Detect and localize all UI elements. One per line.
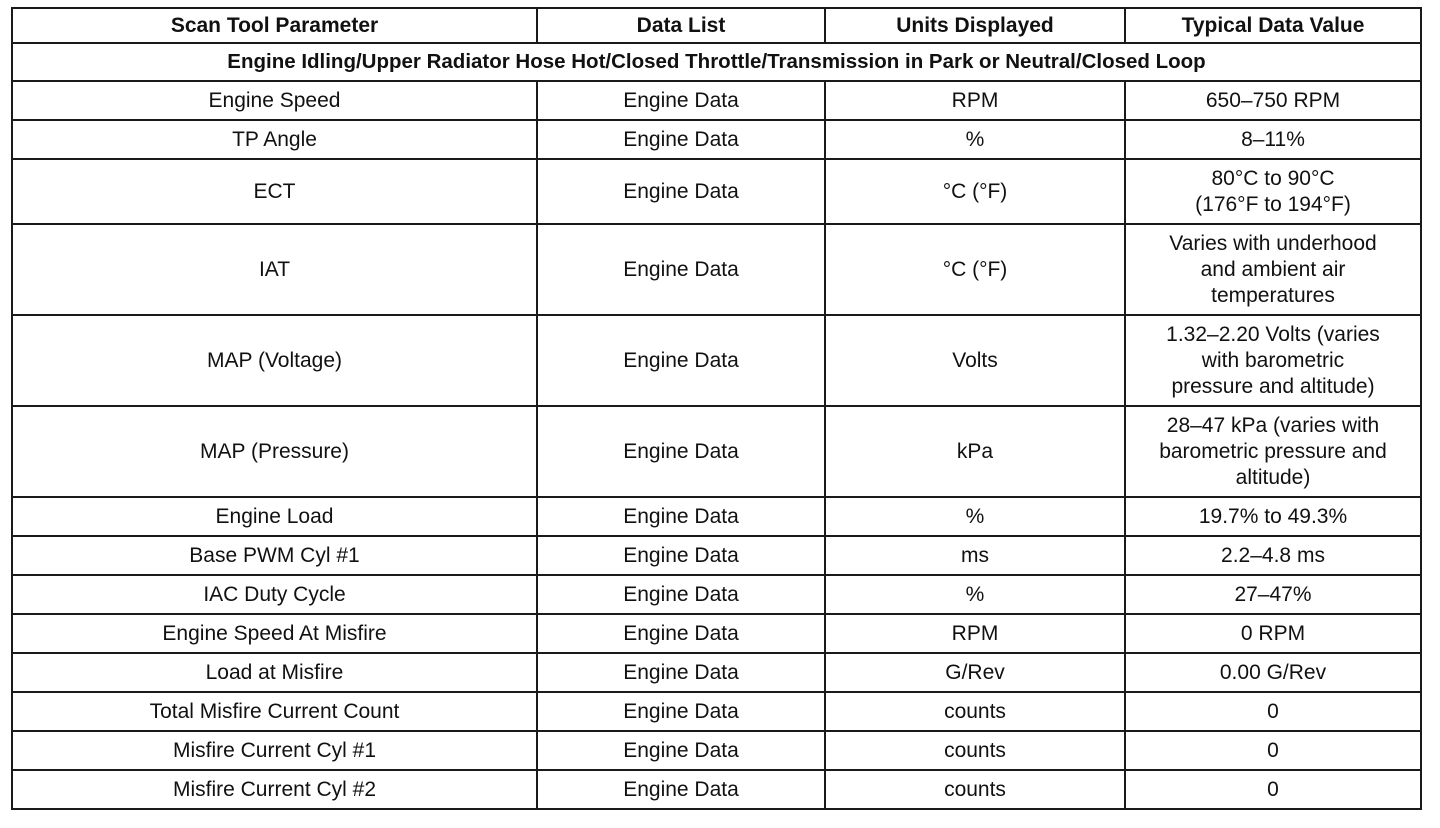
table-row xyxy=(12,692,1421,731)
cell-data-list: Engine Data xyxy=(537,614,825,653)
cell-parameter: Load at Misfire xyxy=(12,653,537,692)
scan-tool-data-table xyxy=(11,7,1422,810)
column-header-data-list: Data List xyxy=(537,8,825,43)
table-row xyxy=(12,536,1421,575)
cell-units: °C (°F) xyxy=(825,159,1125,224)
cell-typical-value: 2.2–4.8 ms xyxy=(1125,536,1421,575)
cell-units: kPa xyxy=(825,406,1125,497)
table-row xyxy=(12,575,1421,614)
cell-typical-value: 0 xyxy=(1125,770,1421,809)
cell-data-list: Engine Data xyxy=(537,770,825,809)
cell-units: RPM xyxy=(825,81,1125,120)
cell-data-list: Engine Data xyxy=(537,536,825,575)
cell-data-list: Engine Data xyxy=(537,81,825,120)
table-row xyxy=(12,159,1421,224)
table-row xyxy=(12,770,1421,809)
cell-typical-value: Varies with underhood and ambient air temperatures xyxy=(1125,224,1421,315)
cell-parameter: MAP (Pressure) xyxy=(12,406,537,497)
cell-units: G/Rev xyxy=(825,653,1125,692)
column-header-typical-value: Typical Data Value xyxy=(1125,8,1421,43)
column-header-units: Units Displayed xyxy=(825,8,1125,43)
cell-data-list: Engine Data xyxy=(537,159,825,224)
cell-units: counts xyxy=(825,692,1125,731)
table-row xyxy=(12,315,1421,406)
column-header-parameter: Scan Tool Parameter xyxy=(12,8,537,43)
cell-units: counts xyxy=(825,731,1125,770)
cell-typical-value: 27–47% xyxy=(1125,575,1421,614)
cell-data-list: Engine Data xyxy=(537,120,825,159)
cell-parameter: Base PWM Cyl #1 xyxy=(12,536,537,575)
cell-units: % xyxy=(825,497,1125,536)
table-row xyxy=(12,224,1421,315)
cell-data-list: Engine Data xyxy=(537,497,825,536)
cell-parameter: MAP (Voltage) xyxy=(12,315,537,406)
cell-typical-value: 80°C to 90°C (176°F to 194°F) xyxy=(1125,159,1421,224)
cell-typical-value: 19.7% to 49.3% xyxy=(1125,497,1421,536)
cell-data-list: Engine Data xyxy=(537,653,825,692)
cell-parameter: TP Angle xyxy=(12,120,537,159)
cell-data-list: Engine Data xyxy=(537,224,825,315)
cell-units: % xyxy=(825,120,1125,159)
table-row xyxy=(12,120,1421,159)
cell-data-list: Engine Data xyxy=(537,575,825,614)
cell-data-list: Engine Data xyxy=(537,406,825,497)
cell-typical-value: 0 xyxy=(1125,692,1421,731)
cell-typical-value: 28–47 kPa (varies with barometric pressure and altitude) xyxy=(1125,406,1421,497)
cell-data-list: Engine Data xyxy=(537,731,825,770)
table-row xyxy=(12,497,1421,536)
cell-typical-value: 650–750 RPM xyxy=(1125,81,1421,120)
cell-units: RPM xyxy=(825,614,1125,653)
cell-parameter: Engine Speed At Misfire xyxy=(12,614,537,653)
cell-typical-value: 0 xyxy=(1125,731,1421,770)
cell-typical-value: 1.32–2.20 Volts (varies with barometric pressure and altitude) xyxy=(1125,315,1421,406)
section-header: Engine Idling/Upper Radiator Hose Hot/Closed Throttle/Transmission in Park or Neutral/Closed Loop xyxy=(12,43,1421,81)
table-row xyxy=(12,731,1421,770)
section-header-row xyxy=(12,43,1421,81)
cell-units: ms xyxy=(825,536,1125,575)
cell-typical-value: 8–11% xyxy=(1125,120,1421,159)
table-header-row xyxy=(12,8,1421,43)
cell-parameter: Misfire Current Cyl #1 xyxy=(12,731,537,770)
cell-data-list: Engine Data xyxy=(537,692,825,731)
cell-parameter: IAC Duty Cycle xyxy=(12,575,537,614)
cell-parameter: Misfire Current Cyl #2 xyxy=(12,770,537,809)
table-row xyxy=(12,406,1421,497)
table-row xyxy=(12,653,1421,692)
cell-units: °C (°F) xyxy=(825,224,1125,315)
cell-units: Volts xyxy=(825,315,1125,406)
table-row xyxy=(12,614,1421,653)
table-row xyxy=(12,81,1421,120)
cell-parameter: Engine Load xyxy=(12,497,537,536)
cell-parameter: Total Misfire Current Count xyxy=(12,692,537,731)
cell-typical-value: 0 RPM xyxy=(1125,614,1421,653)
cell-parameter: IAT xyxy=(12,224,537,315)
cell-units: counts xyxy=(825,770,1125,809)
cell-data-list: Engine Data xyxy=(537,315,825,406)
cell-units: % xyxy=(825,575,1125,614)
cell-parameter: ECT xyxy=(12,159,537,224)
cell-parameter: Engine Speed xyxy=(12,81,537,120)
cell-typical-value: 0.00 G/Rev xyxy=(1125,653,1421,692)
